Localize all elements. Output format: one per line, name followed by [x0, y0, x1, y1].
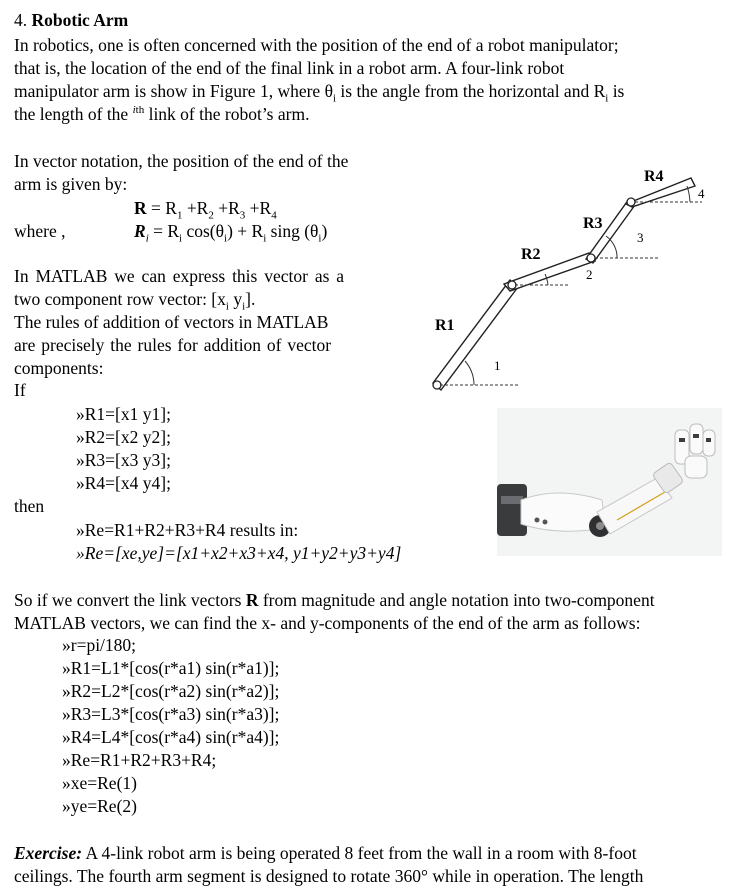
label-r3: R3 — [583, 215, 603, 232]
intro-line-3 — [14, 80, 625, 105]
result-line-2: »Re=[xe,ye]=[x1+x2+x3+x4, y1+y2+y3+y4] — [76, 543, 402, 563]
vector-line-1: In vector notation, the position of the end of the — [14, 151, 349, 171]
matlab-line-1: In MATLAB we can express this vector as a — [14, 266, 345, 286]
intro-text-a: manipulator arm is show in Figure 1, where θ — [14, 81, 333, 101]
code-line-2: »R1=L1*[cos(r*a1) sin(r*a1)]; — [62, 658, 280, 678]
joint-base — [433, 381, 441, 389]
if-label: If — [14, 380, 26, 400]
sup-i: i — [132, 104, 136, 117]
intro-text-c: is — [608, 81, 625, 101]
matlab-line-3: The rules of addition of vectors in MATLAB — [14, 312, 329, 332]
intro-line-4 — [14, 103, 309, 125]
eq2-mid: = R — [148, 221, 180, 241]
sub-i: i — [225, 300, 229, 313]
label-angle-2: 2 — [586, 267, 593, 282]
code-line-5: »R4=L4*[cos(r*a4) sin(r*a4)]; — [62, 727, 280, 747]
ml2a: two component row vector: [x — [14, 289, 226, 309]
ml2b: y — [228, 289, 243, 309]
eq-rest: = R — [146, 198, 177, 218]
intro-text-b: is the angle from the horizontal and R — [336, 81, 606, 101]
eq-sub: 2 — [208, 209, 214, 222]
eq-sub: 1 — [176, 209, 183, 222]
eq2-sub: i — [145, 232, 149, 245]
label-r1: R1 — [435, 317, 455, 334]
code-line-1: »r=pi/180; — [62, 635, 137, 655]
where-label: where , — [14, 221, 66, 241]
exercise-line-2: ceilings. The fourth arm segment is designed to rotate 360° while in operation. The length — [14, 866, 644, 886]
convert-line-2: MATLAB vectors, we can find the x- and y-components of the end of the arm as follows: — [14, 613, 641, 633]
exercise-text-1: A 4-link robot arm is being operated 8 feet from the wall in a room with 8-foot — [82, 843, 637, 863]
eq-plus: +R — [213, 198, 240, 218]
eq-plus: +R — [245, 198, 272, 218]
code-r2: »R2=[x2 y2]; — [76, 427, 171, 447]
code-line-3: »R2=L2*[cos(r*a2) sin(r*a2)]; — [62, 681, 280, 701]
eq-r: R — [134, 198, 147, 218]
intro-line-1: In robotics, one is often concerned with the position of the end of a robot manipulator; — [14, 35, 619, 55]
ml2c: ]. — [245, 289, 256, 309]
label-angle-3: 3 — [637, 230, 644, 245]
eq2-sub: i — [318, 232, 322, 245]
equation-sum — [134, 197, 277, 222]
joint-3 — [627, 198, 635, 206]
eq2-end: ) — [321, 221, 328, 241]
code-line-8: »ye=Re(2) — [62, 796, 137, 816]
exercise-line-1 — [14, 842, 637, 864]
result-line-1: »Re=R1+R2+R3+R4 results in: — [76, 520, 299, 540]
robot-arm-photo — [497, 408, 722, 556]
link-1 — [433, 280, 518, 390]
label-r2: R2 — [521, 246, 541, 263]
code-line-7: »xe=Re(1) — [62, 773, 137, 793]
eq2-plus: ) + R — [227, 221, 264, 241]
code-r1: »R1=[x1 y1]; — [76, 404, 171, 424]
sub-i: i — [605, 92, 609, 105]
sub-i: i — [242, 300, 246, 313]
intro-text-e: link of the robot’s arm. — [144, 104, 310, 124]
label-r4: R4 — [644, 168, 664, 185]
code-r3: »R3=[x3 y3]; — [76, 450, 171, 470]
eq2-r: R — [134, 221, 146, 241]
conv-c: from magnitude and angle notation into two-component — [258, 590, 655, 610]
eq2-sin: sing (θ — [266, 221, 319, 241]
code-r4: »R4=[x4 y4]; — [76, 473, 171, 493]
code-line-4: »R3=L3*[cos(r*a3) sin(r*a3)]; — [62, 704, 280, 724]
eq-sub: 4 — [271, 209, 277, 222]
eq-sub: 3 — [239, 209, 246, 222]
label-angle-1: 1 — [494, 358, 501, 373]
eq2-sub: i — [263, 232, 267, 245]
eq2-sub: i — [224, 232, 228, 245]
intro-line-2: that is, the location of the end of the final link in a robot arm. A four-link robot — [14, 58, 565, 78]
equation-component — [134, 220, 328, 245]
conv-a: So if we convert the link vectors — [14, 590, 246, 610]
conv-r: R — [245, 590, 259, 610]
section-heading — [14, 9, 128, 31]
sup-th: th — [135, 104, 145, 117]
joint-2 — [587, 254, 595, 262]
matlab-line-2 — [14, 288, 256, 313]
eq2-cos: cos(θ — [182, 221, 225, 241]
section-title: Robotic Arm — [31, 10, 129, 30]
section-number: 4. — [14, 10, 28, 30]
code-line-6: »Re=R1+R2+R3+R4; — [62, 750, 217, 770]
matlab-line-5: components: — [14, 358, 104, 378]
then-label: then — [14, 496, 45, 516]
label-angle-4: 4 — [698, 186, 705, 201]
vector-line-2: arm is given by: — [14, 174, 128, 194]
convert-line-1 — [14, 589, 655, 611]
intro-text-d: the length of the — [14, 104, 133, 124]
matlab-line-4: are precisely the rules for addition of vector — [14, 335, 332, 355]
joint-1 — [508, 281, 516, 289]
eq-plus: +R — [182, 198, 209, 218]
eq2-sub: i — [179, 232, 183, 245]
sub-i: i — [332, 92, 337, 105]
exercise-label: Exercise: — [14, 843, 83, 863]
robot-arm-diagram — [420, 162, 742, 397]
